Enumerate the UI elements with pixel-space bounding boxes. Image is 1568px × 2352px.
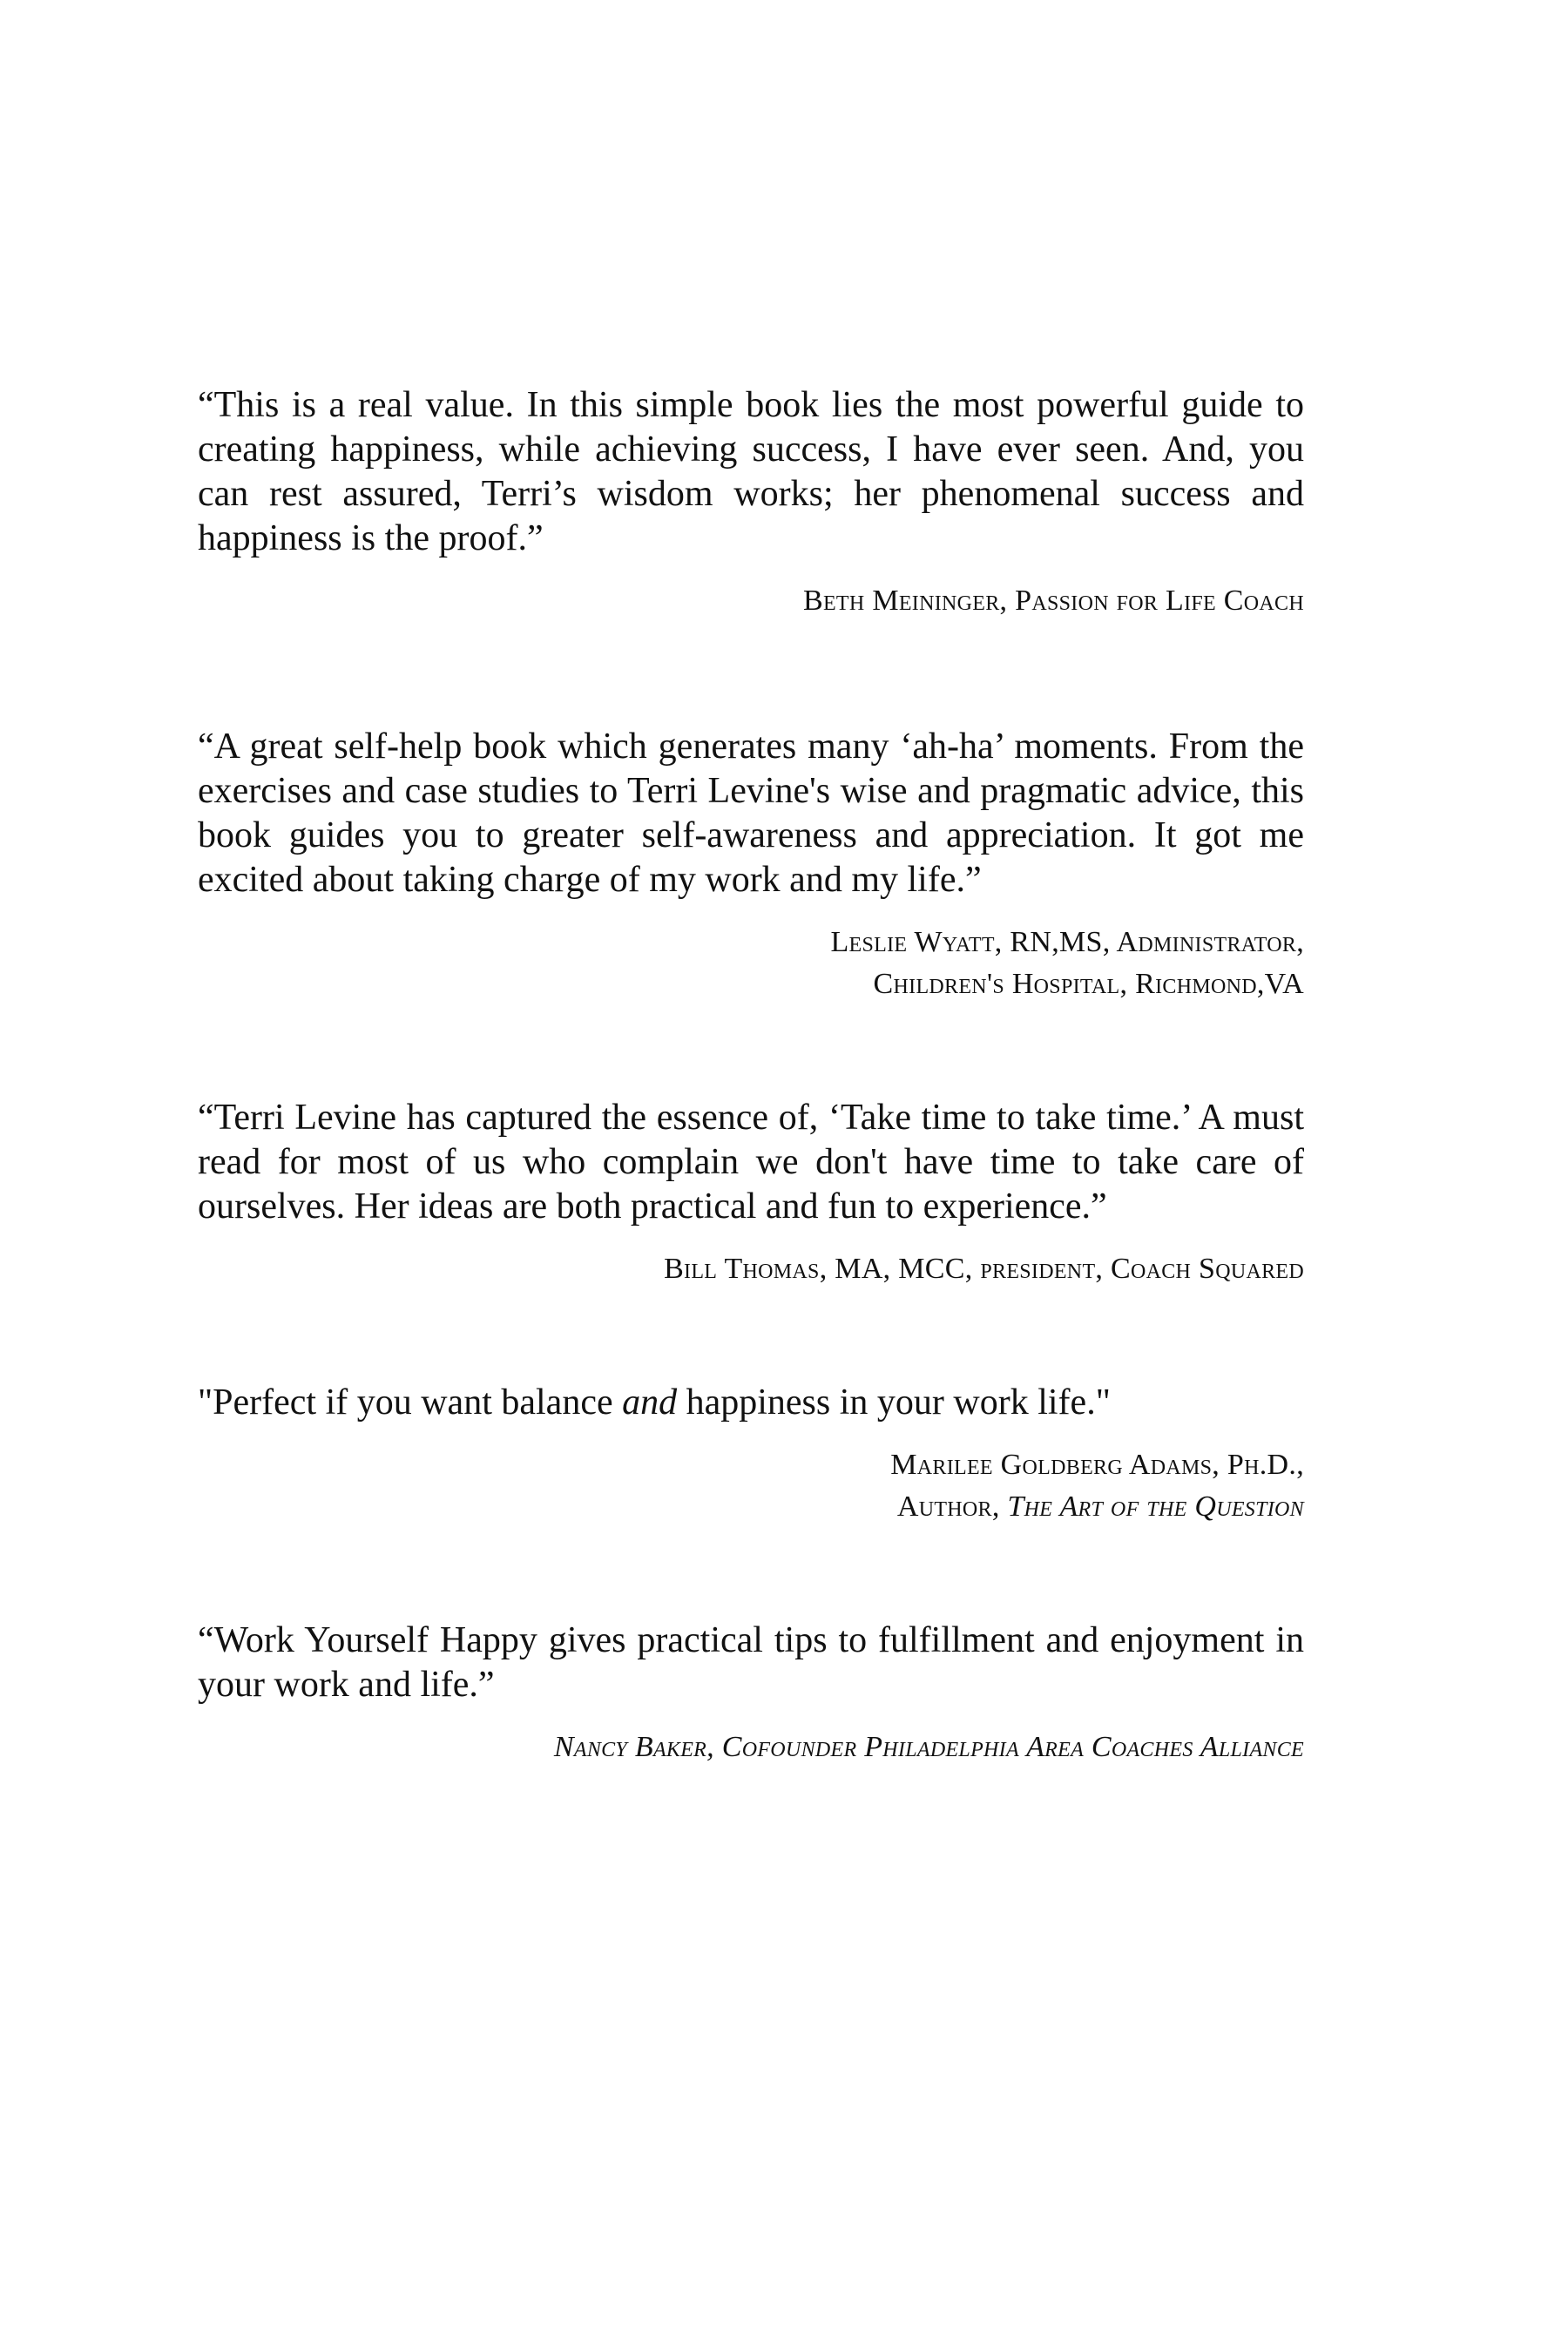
book-title: The Art of the Question (1007, 1490, 1304, 1523)
attribution-line: Nancy Baker, Cofounder Philadelphia Area Coaches Alliance (553, 1731, 1304, 1763)
testimonial-quote: “Terri Levine has captured the essence of, ‘Take time to take time.’ A must read for most of us who complain we don't have time to take care of ourselves. Her ideas are both practical and fun to experience.” (198, 1098, 1304, 1227)
testimonial-quote (198, 1381, 1304, 1425)
testimonial-3 (198, 1096, 1304, 1290)
attribution-role: Author, (896, 1490, 1008, 1523)
testimonial-5 (198, 1619, 1304, 1768)
quote-text: happiness in your work life." (677, 1382, 1111, 1423)
testimonial-attribution (198, 922, 1304, 1005)
testimonial-4 (198, 1381, 1304, 1528)
testimonial-attribution (198, 1248, 1304, 1290)
attribution-line: Marilee Goldberg Adams, Ph.D., (890, 1449, 1304, 1481)
attribution-line: Bill Thomas, MA, MCC, president, Coach Squared (664, 1253, 1304, 1285)
testimonial-quote: “A great self-help book which generates many ‘ah-ha’ moments. From the exercises and case studies to Terri Levine's wise and pragmatic advice, this book guides you to greater self-awareness and appreciation. It got me excited about taking charge of my work and my life.” (198, 727, 1304, 900)
testimonial-attribution (198, 1444, 1304, 1528)
quote-emphasis: and (622, 1382, 678, 1423)
testimonial-attribution (198, 580, 1304, 622)
testimonial-attribution (198, 1727, 1304, 1768)
testimonials-page (198, 383, 1304, 1768)
attribution-line: Leslie Wyatt, RN,MS, Administrator, (830, 926, 1304, 958)
attribution-line: Beth Meininger, Passion for Life Coach (802, 585, 1304, 617)
attribution-line: Children's Hospital, Richmond,VA (873, 968, 1304, 1000)
testimonial-2 (198, 725, 1304, 1005)
testimonial-1 (198, 383, 1304, 622)
testimonial-quote: “This is a real value. In this simple book lies the most powerful guide to creating happiness, while achieving success, I have ever seen. And, you can rest assured, Terri’s wisdom works; her phenomenal success and happiness is the proof.” (198, 385, 1304, 558)
attribution-line (198, 1486, 1304, 1528)
testimonial-quote: “Work Yourself Happy gives practical tips to fulfillment and enjoyment in your work and life.” (198, 1620, 1304, 1705)
quote-text: "Perfect if you want balance (198, 1382, 623, 1423)
